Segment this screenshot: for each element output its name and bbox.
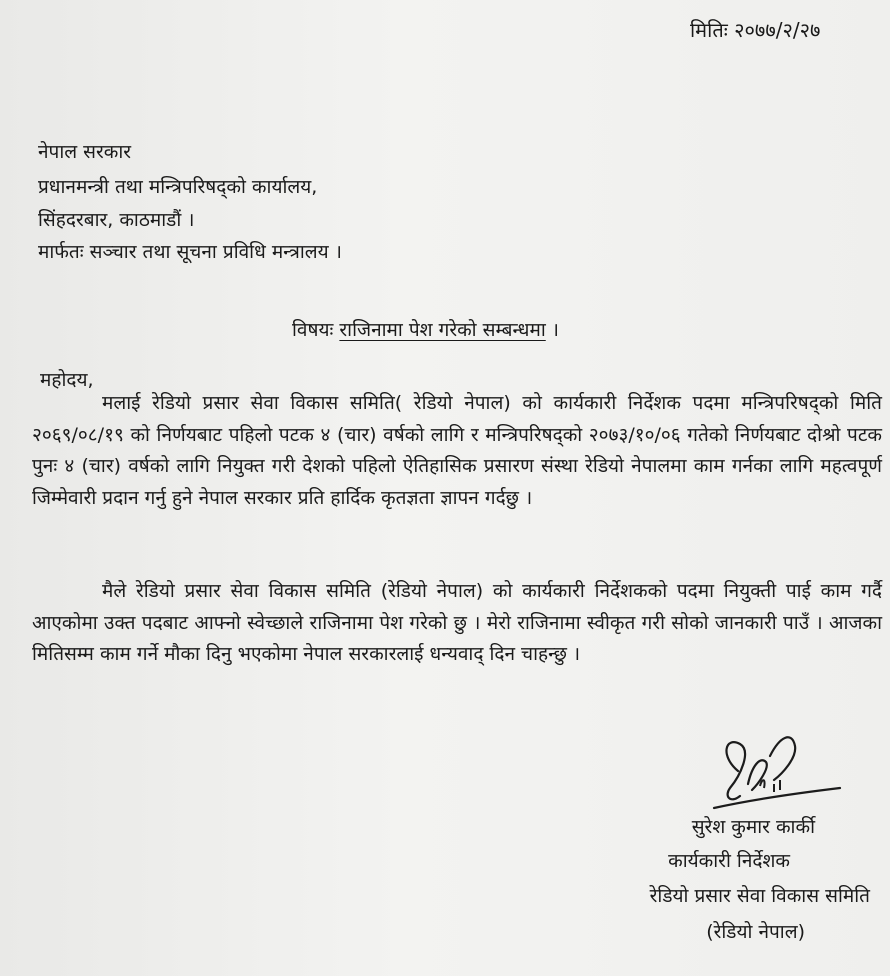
salutation: महोदय, <box>40 369 94 391</box>
subject-label: विषयः <box>292 319 334 341</box>
body-paragraph: मलाई रेडियो प्रसार सेवा विकास समिति( रेडियो नेपाल) को कार्यकारी निर्देशक पदमा मन्त्रिपरिषद्को मिति २०६९/०८/१९ को निर्णयबाट पहिलो पटक ४ (चार) वर्षको लागि र मन्त्रिपरिषद्को २०७३/१०/०६ गतेको निर्णयबाट दोश्रो पटक पुनः ४ (चार) वर्षको लागि नियुक्त गरी देशको पहिलो ऐतिहासिक प्रसारण संस्था रेडियो नेपालमा काम गर्नका लागि महत्वपूर्ण जिम्मेवारी प्रदान गर्नु हुने नेपाल सरकार प्रति हार्दिक कृतज्ञता ज्ञापन गर्दछु । <box>32 392 882 509</box>
handwritten-signature <box>700 726 850 816</box>
body-paragraph: मैले रेडियो प्रसार सेवा विकास समिति (रेडियो नेपाल) को कार्यकारी निर्देशकको पदमा नियुक्ती पाई काम गर्दै आएकोमा उक्त पदबाट आफ्नो स्वेच्छाले राजिनामा पेश गरेको छु । मेरो राजिनामा स्वीकृत गरी सोको जानकारी पाउँ । आजका मितिसम्म काम गर्ने मौका दिनु भएकोमा नेपाल सरकारलाई धन्यवाद् दिन चाहन्छु । <box>32 580 882 665</box>
subject-text: राजिनामा पेश गरेको सम्बन्धमा <box>339 319 546 341</box>
subject-line <box>292 318 559 342</box>
signatory-title: कार्यकारी निर्देशक <box>668 850 790 872</box>
addressee-line: नेपाल सरकार <box>38 141 132 163</box>
addressee-line: सिंहदरबार, काठमाडौं । <box>38 209 195 231</box>
signatory-organization: रेडियो प्रसार सेवा विकास समिति <box>649 885 870 907</box>
signatory-name: सुरेश कुमार कार्की <box>691 816 815 838</box>
subject-end: । <box>551 319 559 341</box>
letter-date: मितिः २०७७/२/२७ <box>690 18 821 42</box>
addressee-line: मार्फतः सञ्चार तथा सूचना प्रविधि मन्त्रालय । <box>38 241 342 263</box>
addressee-line: प्रधानमन्त्री तथा मन्त्रिपरिषद्को कार्यालय, <box>38 176 318 198</box>
signatory-organization-short: (रेडियो नेपाल) <box>706 921 805 943</box>
